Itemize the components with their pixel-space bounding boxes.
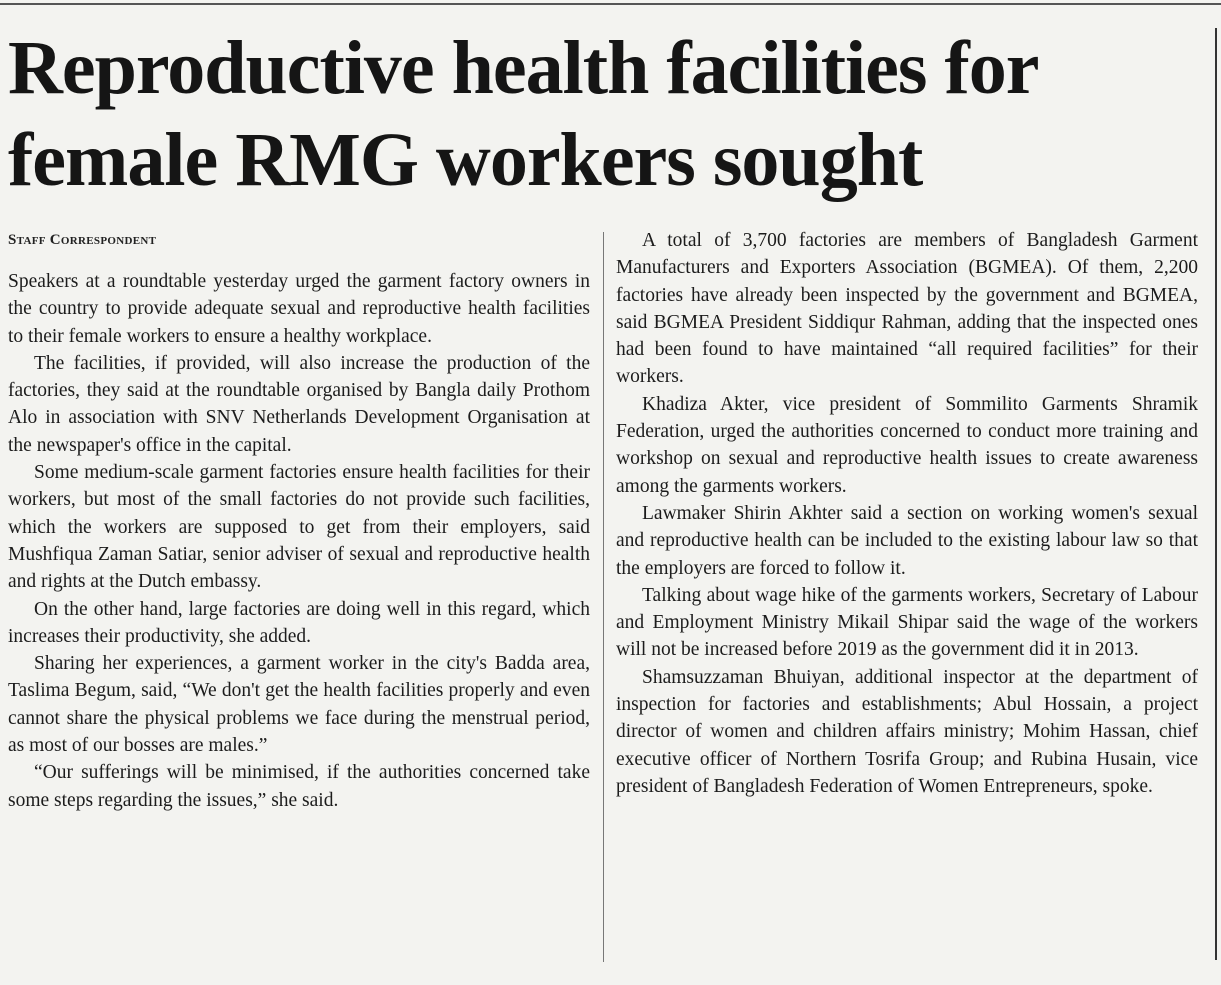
paragraph: On the other hand, large factories are doing well in this regard, which increases their productivity, she added. [8, 598, 590, 647]
top-rule [0, 3, 1221, 5]
right-column [616, 227, 1198, 800]
headline: Reproductive health facilities for female RMG workers sought [8, 26, 1038, 202]
paragraph: Some medium-scale garment factories ensure health facilities for their workers, but most of the small factories do not provide such facilities, which the workers are supposed to get from their employers, said Mushfiqua Zaman Satiar, senior adviser of sexual and reproductive health and rights at the Dutch embassy. [8, 462, 590, 593]
paragraph: Sharing her experiences, a garment worker in the city's Badda area, Taslima Begum, said, “We don't get the health facilities properly and even cannot share the physical problems we face during the menstrual period, as most of our bosses are males.” [8, 653, 590, 757]
paragraph: Lawmaker Shirin Akhter said a section on working women's sexual and reproductive health can be included to the existing labour law so that the employers are forced to follow it. [616, 502, 1198, 579]
byline: Staff Correspondent [8, 232, 157, 248]
right-rule [1215, 28, 1217, 960]
paragraph: “Our sufferings will be minimised, if the authorities concerned take some steps regarding the issues,” she said. [8, 762, 590, 811]
paragraph: A total of 3,700 factories are members of Bangladesh Garment Manufacturers and Exporters Association (BGMEA). Of them, 2,200 factories have already been inspected by the government and BGMEA, said BGMEA President Siddiqur Rahman, adding that the inspected ones had been found to have maintained “all required facilities” for their workers. [616, 230, 1198, 388]
column-divider [603, 232, 604, 962]
paragraph: Speakers at a roundtable yesterday urged the garment factory owners in the country to provide adequate sexual and reproductive health facilities to their female workers to ensure a healthy workplace. [8, 271, 590, 347]
paragraph: Khadiza Akter, vice president of Sommilito Garments Shramik Federation, urged the authorities concerned to conduct more training and workshop on sexual and reproductive health issues to create awareness among the garments workers. [616, 393, 1198, 497]
left-column [8, 268, 590, 814]
paragraph: Talking about wage hike of the garments workers, Secretary of Labour and Employment Ministry Mikail Shipar said the wage of the workers will not be increased before 2019 as the government did it in 2013. [616, 584, 1198, 661]
paragraph: The facilities, if provided, will also increase the production of the factories, they said at the roundtable organised by Bangla daily Prothom Alo in association with SNV Netherlands Development Organisation at the newspaper's office in the capital. [8, 352, 590, 456]
paragraph: Shamsuzzaman Bhuiyan, additional inspector at the department of inspection for factories and establishments; Abul Hossain, a project director of women and children affairs ministry; Mohim Hassan, chief executive officer of Northern Tosrifa Group; and Rubina Husain, vice president of Bangladesh Federation of Women Entrepreneurs, spoke. [616, 666, 1198, 797]
